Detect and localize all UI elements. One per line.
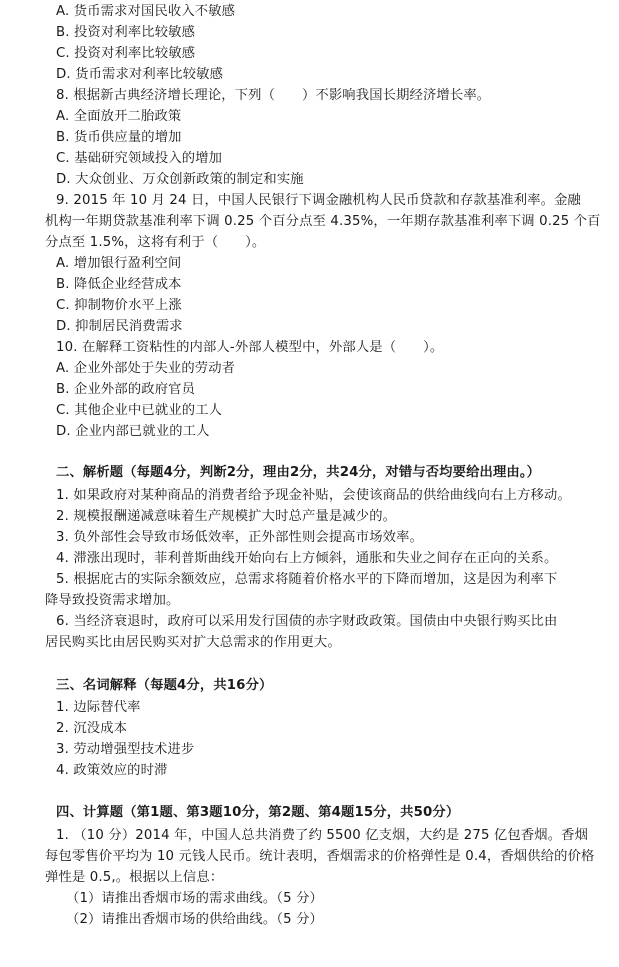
q9-option-d: D. 抑制居民消费需求 [56, 319, 183, 334]
q10-option-b: B. 企业外部的政府官员 [56, 382, 196, 397]
section2-item-1: 1. 如果政府对某种商品的消费者给予现金补贴，会使该商品的供给曲线向右上方移动。 [56, 488, 571, 503]
section4-q1-line-2: 每包零售价平均为 10 元钱人民币。统计表明，香烟需求的价格弹性是 0.4，香烟供给的价格 [45, 849, 595, 864]
section2-item-4: 4. 滞涨出现时，菲利普斯曲线开始向右上方倾斜，通胀和失业之间存在正向的关系。 [56, 551, 558, 566]
q9-stem-line-3: 分点至 1.5%，这将有利于（ ）。 [45, 235, 266, 250]
section4-title: 四、计算题（第1题、第3题10分，第2题、第4题15分，共50分） [56, 805, 460, 820]
q7-option-b: B. 投资对利率比较敏感 [56, 25, 196, 40]
q8-option-b: B. 货币供应量的增加 [56, 130, 182, 145]
section2-item-6-line-1: 6. 当经济衰退时，政府可以采用发行国债的赤字财政政策。国债由中央银行购买比由 [56, 614, 558, 629]
q7-option-c: C. 投资对利率比较敏感 [56, 46, 196, 61]
section4-q1-subitem-1: （1）请推出香烟市场的需求曲线。（5 分） [66, 891, 323, 906]
q10-stem: 10. 在解释工资粘性的内部人-外部人模型中，外部人是（ ）。 [56, 340, 444, 355]
q8-option-a: A. 全面放开二胎政策 [56, 109, 182, 124]
section2-item-3: 3. 负外部性会导致市场低效率，正外部性则会提高市场效率。 [56, 530, 423, 545]
section2-item-5-line-1: 5. 根据庇古的实际余额效应，总需求将随着价格水平的下降而增加，这是因为利率下 [56, 572, 558, 587]
q8-option-c: C. 基础研究领域投入的增加 [56, 151, 223, 166]
section3-item-1: 1. 边际替代率 [56, 700, 141, 715]
q10-option-d: D. 企业内部已就业的工人 [56, 424, 210, 439]
q7-option-d: D. 货币需求对利率比较敏感 [56, 67, 224, 82]
q8-option-d: D. 大众创业、万众创新政策的制定和实施 [56, 172, 304, 187]
section3-title: 三、名词解释（每题4分，共16分） [56, 678, 273, 693]
section3-item-2: 2. 沉没成本 [56, 721, 128, 736]
q9-stem-line-1: 9. 2015 年 10 月 24 日，中国人民银行下调金融机构人民币贷款和存款基准利率。金融 [56, 193, 581, 208]
q9-option-b: B. 降低企业经营成本 [56, 277, 182, 292]
q10-option-c: C. 其他企业中已就业的工人 [56, 403, 223, 418]
q7-option-a: A. 货币需求对国民收入不敏感 [56, 4, 236, 19]
q9-stem-line-2: 机构一年期贷款基准利率下调 0.25 个百分点至 4.35%，一年期存款基准利率下调 0.25 个百 [45, 214, 601, 229]
section3-item-4: 4. 政策效应的时滞 [56, 763, 168, 778]
section2-item-5-line-2: 降导致投资需求增加。 [45, 593, 180, 608]
section4-q1-line-3: 弹性是 0.5,。根据以上信息： [45, 870, 224, 885]
q9-option-a: A. 增加银行盈利空间 [56, 256, 182, 271]
q10-option-a: A. 企业外部处于失业的劳动者 [56, 361, 236, 376]
section4-q1-line-1: 1. （10 分）2014 年，中国人总共消费了约 5500 亿支烟，大约是 275 亿包香烟。香烟 [56, 828, 589, 843]
q8-stem: 8. 根据新古典经济增长理论，下列（ ）不影响我国长期经济增长率。 [56, 88, 491, 103]
section2-title: 二、解析题（每题4分，判断2分，理由2分，共24分，对错与否均要给出理由。） [56, 465, 541, 480]
section2-item-2: 2. 规模报酬递减意味着生产规模扩大时总产量是减少的。 [56, 509, 397, 524]
section2-item-6-line-2: 居民购买比由居民购买对扩大总需求的作用更大。 [45, 635, 341, 650]
q9-option-c: C. 抑制物价水平上涨 [56, 298, 182, 313]
section4-q1-subitem-2: （2）请推出香烟市场的供给曲线。（5 分） [66, 912, 323, 927]
section3-item-3: 3. 劳动增强型技术进步 [56, 742, 195, 757]
